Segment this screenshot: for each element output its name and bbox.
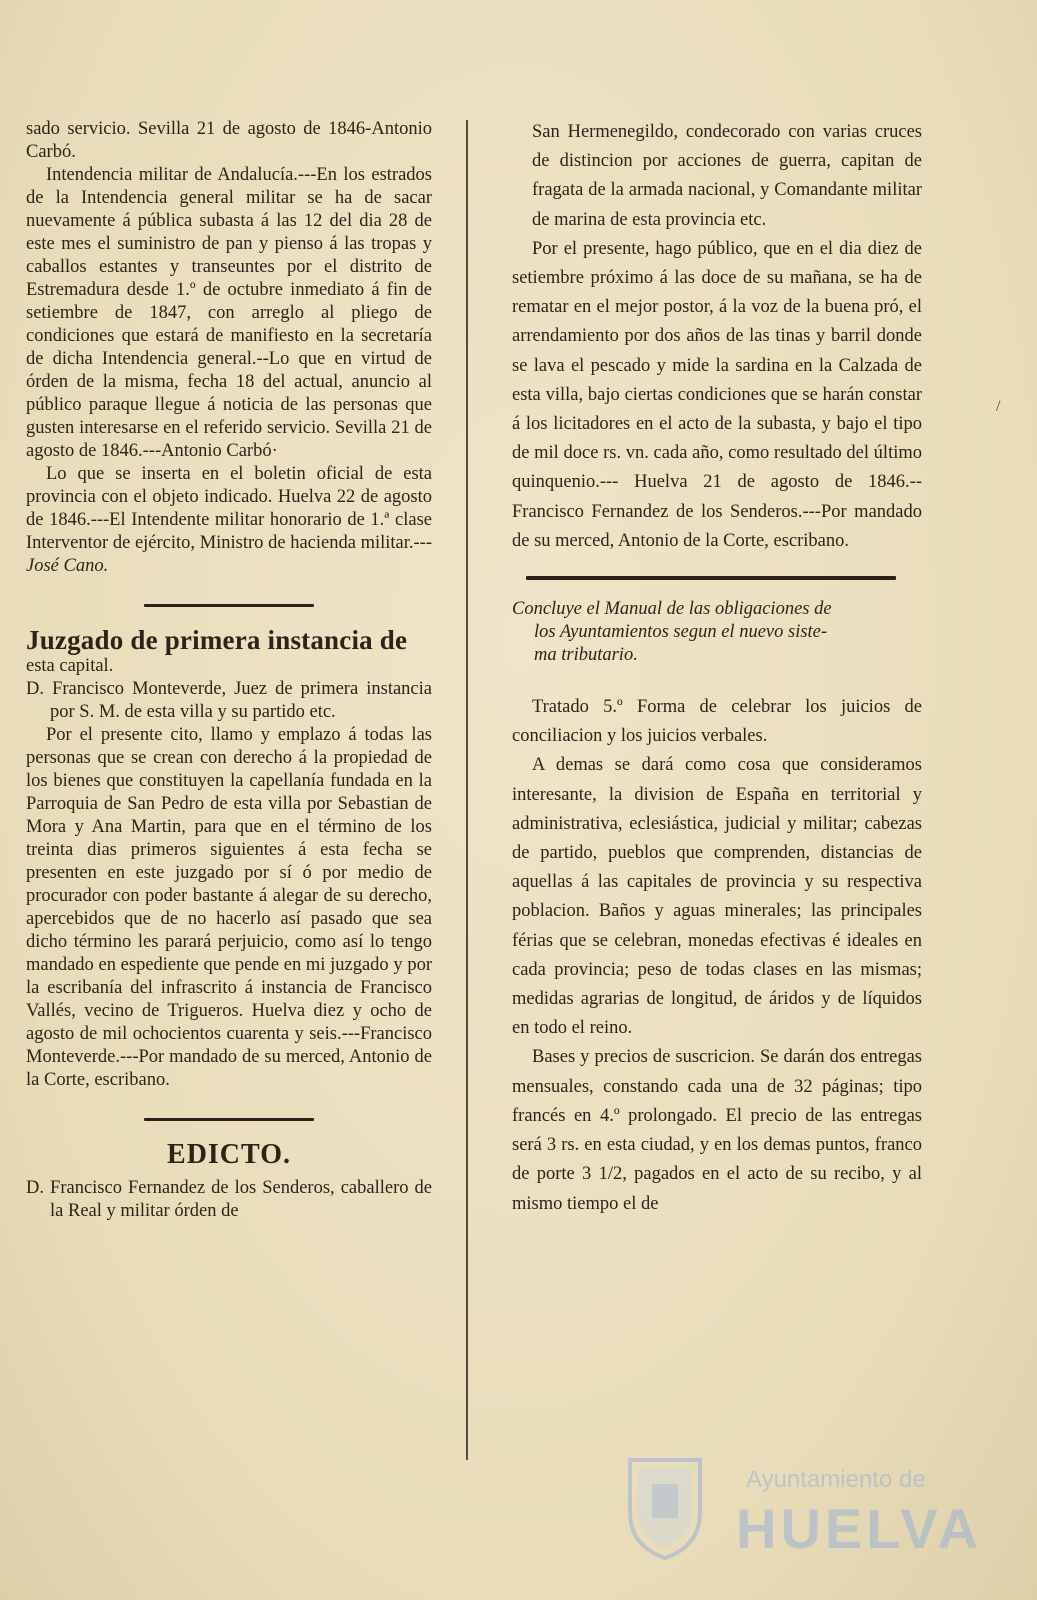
juzgado-subheading: esta capital.	[26, 656, 114, 676]
section-divider	[144, 604, 314, 607]
juzgado-heading: Juzgado de primera instancia de	[26, 625, 408, 655]
monteverde-paragraph: D. Francisco Monteverde, Juez de primera instancia por S. M. de esta villa y su partido etc.	[26, 679, 432, 722]
remate-paragraph: Por el presente, hago público, que en el dia diez de setiembre próximo á las doce de su mañana, se ha de rematar en el mejor postor, á la voz de la buena pró, el arrendamiento por dos años de las tinas y barril donde se lava el pescado y mide la sardina en la Calzada de esta villa, bajo ciertas condiciones que se harán constar á los licitadores en el acto de la subasta, y bajo el tipo de mil doce rs. vn. cada año, como resultado del último quinquenio.--- Huelva 21 de agosto de 1846.--Francisco Fernandez de los Senderos.---Por mandado de su merced, Antonio de la Corte, escribano.	[512, 238, 922, 551]
column-divider	[466, 120, 468, 1460]
watermark-line1: Ayuntamiento de	[746, 1466, 926, 1493]
margin-mark: /	[996, 398, 1001, 415]
signature-jose-cano: José Cano.	[26, 556, 109, 576]
hermenegildo-paragraph: San Hermenegildo, condecorado con varias cruces de distincion por acciones de guerra, capitan de fragata de la armada nacional, y Comandante militar de marina de esta provincia etc.	[532, 122, 922, 230]
citacion-paragraph: Por el presente cito, llamo y emplazo á todas las personas que se crean con derecho á la propiedad de los bienes que constituyen la capellanía fundada en la Parroquia de San Pedro de esta villa por Sebastian de Mora y Ana Martin, para que en el término de los treinta dias primeros siguientes á esta fecha se presenten en este juzgado por sí ó por medio de procurador con poder bastante á alegar de su derecho, apercebidos que de no hacerlo así pasado que sea dicho término les parará perjuicio, como así lo tengo mandado en espediente que pende en mi juzgado y por la escribanía del infrascrito á instancia de Francisco Vallés, vecino de Trigueros. Huelva diez y ocho de agosto de mil ochocientos cuarenta y seis.---Francisco Monteverde.---Por mandado de su merced, Antonio de la Corte, escribano.	[26, 725, 432, 1090]
intendencia-notice: Intendencia militar de Andalucía.---En los estrados de la Intendencia general militar se ha de sacar nuevamente á pública subasta á las 12 del dia 28 de este mes el suministro de pan y pienso á las tropas y caballos estantes y transeuntes por el distrito de Estremadura desde 1.º de octubre inmediato á fin de setiembre de 1847, con arreglo al pliego de condiciones que estará de manifiesto en la secretaría de dicha Intendencia general.--Lo que en virtud de órden de la misma, fecha 18 del actual, anuncio al público paraque llegue á noticia de las personas que gusten interesarse en el referido servicio. Sevilla 21 de agosto de 1846.---Antonio Carbó·	[26, 165, 432, 461]
bases-paragraph: Bases y precios de suscricion. Se darán dos entregas mensuales, constando cada una de 32 páginas; tipo francés en 4.º prolongado. El precio de las entregas será 3 rs. en esta ciudad, y en los demas puntos, franco de porte 3 1/2, pagados en el acto de su recibo, y al mismo tiempo el de	[512, 1047, 922, 1214]
watermark-line2: HUELVA	[736, 1497, 982, 1560]
left-column	[26, 118, 432, 1223]
manual-title-line: Concluye el Manual de las obligaciones de	[512, 599, 832, 620]
manual-title-line: los Ayuntamientos segun el nuevo siste-	[534, 622, 828, 643]
senderos-paragraph: D. Francisco Fernandez de los Senderos, caballero de la Real y militar órden de	[26, 1178, 432, 1221]
manual-title	[512, 598, 922, 667]
intro-paragraph: sado servicio. Sevilla 21 de agosto de 1846-Antonio Carbó.	[26, 119, 432, 162]
coat-of-arms-icon	[622, 1450, 708, 1562]
section-divider	[526, 576, 896, 580]
section-divider	[144, 1118, 314, 1121]
inserta-notice	[26, 463, 432, 578]
edicto-heading: EDICTO.	[167, 1139, 291, 1170]
ademas-paragraph: A demas se dará como cosa que consideramos interesante, la division de España en territorial y administrativa, eclesiástica, judicial y militar; cabezas de partido, pueblos que comprenden, distancias de aquellas á las capitales de provincia y su respectiva poblacion. Baños y aguas minerales; las principales férias que se celebran, monedas efectivas é ideales en cada provincia; peso de todas clases en las mismas; medidas agrarias de longitud, de áridos y de líquidos en todo el reino.	[512, 755, 922, 1039]
inserta-text: Lo que se inserta en el boletin oficial de esta provincia con el objeto indicado. Huelva 22 de agosto de 1846.---El Intendente militar honorario de 1.ª clase Interventor de ejército, Ministro de hacienda militar.---	[26, 464, 432, 553]
manual-title-line: ma tributario.	[534, 645, 638, 666]
archive-watermark	[618, 1442, 982, 1572]
tratado-paragraph: Tratado 5.º Forma de celebrar los juicios de conciliacion y los juicios verbales.	[512, 697, 922, 747]
right-column	[512, 118, 922, 1219]
